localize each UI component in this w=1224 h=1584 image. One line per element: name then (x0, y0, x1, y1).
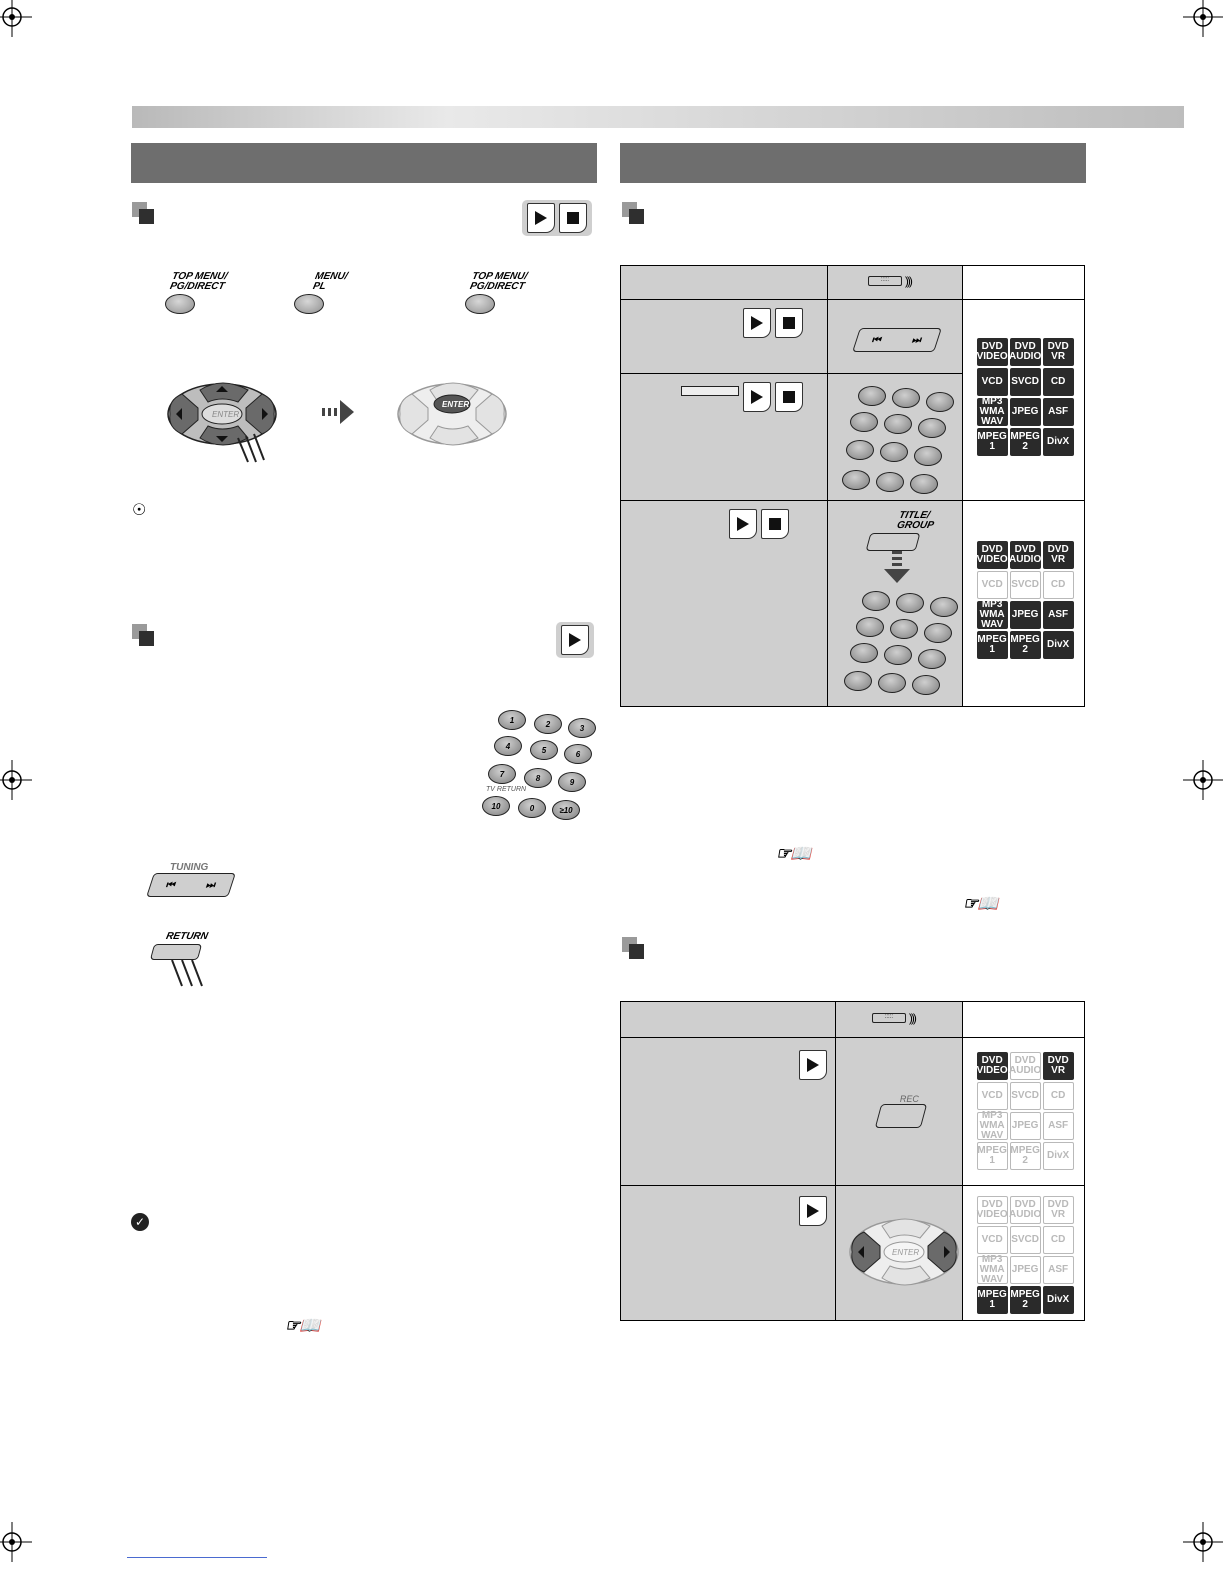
media-badge: MPEG 2 (1010, 1142, 1041, 1170)
page-reference-icon[interactable]: ☞📖 (285, 1316, 320, 1335)
arrow-down-icon (882, 551, 912, 585)
media-badge: MPEG 1 (977, 1142, 1008, 1170)
subsection-bullet-icon-2 (132, 624, 154, 646)
title-group-button[interactable] (865, 533, 920, 551)
numkey-5[interactable] (884, 414, 912, 434)
media-badge: CD (1043, 571, 1074, 599)
subsection-bullet-icon-4 (622, 937, 644, 959)
media-badge: DVD AUDIO (1010, 1052, 1041, 1080)
media-badge: MPEG 2 (1010, 631, 1041, 659)
media-badge: MPEG 2 (1010, 1286, 1041, 1314)
media-badge: MPEG 1 (977, 1286, 1008, 1314)
menu-label: MENU/ PL (311, 271, 349, 292)
media-badges-3 (977, 1052, 1074, 1170)
top-menu-label: TOP MENU/ PG/DIRECT (168, 271, 229, 292)
cursor-pad-icon[interactable] (160, 372, 280, 472)
table1-row1-remote (827, 300, 962, 374)
display-bar-icon (681, 386, 739, 396)
media-badge: VCD (977, 368, 1008, 396)
media-badges (977, 338, 1074, 456)
media-badge: MPEG 2 (1010, 428, 1041, 456)
numkey-9[interactable]: 9 (558, 772, 586, 792)
return-button[interactable] (150, 944, 202, 960)
media-badge: ASF (1043, 1112, 1074, 1140)
table1-row2-remote (827, 374, 962, 501)
numkey-10plus[interactable]: ≥10 (552, 800, 580, 820)
arrow-right-icon (322, 398, 356, 426)
media-badge: DivX (1043, 631, 1074, 659)
media-badge: DivX (1043, 428, 1074, 456)
numkey-3[interactable] (926, 392, 954, 412)
note-check-icon: ✓ (131, 1213, 149, 1231)
table1-row3-method (621, 501, 828, 707)
numkey-7[interactable] (846, 440, 874, 460)
top-menu-button-group (165, 272, 245, 314)
page-reference-icon-3[interactable]: ☞📖 (963, 894, 998, 913)
stop-icon (559, 203, 587, 233)
header-gradient-band (132, 106, 1184, 128)
subsection-bullet-icon (132, 202, 154, 224)
media-badge: SVCD (1010, 1226, 1041, 1254)
registration-mark-bottom-left (0, 1522, 32, 1562)
right-section-title-bar (620, 143, 1086, 183)
numkey-9[interactable] (918, 649, 946, 669)
numkey-5[interactable] (890, 619, 918, 639)
numkey-10plus[interactable] (910, 474, 938, 494)
media-badge: MPEG 1 (977, 631, 1008, 659)
play-icon (527, 203, 555, 233)
skip-method-table (620, 1001, 1085, 1321)
numkey-1[interactable] (862, 591, 890, 611)
numeric-keypad-3 (838, 591, 948, 701)
tuning-button-2[interactable]: ⏮ ⏭ (856, 328, 938, 352)
media-badge: MP3 WMA WAV (977, 601, 1008, 629)
media-badge: VCD (977, 1226, 1008, 1254)
media-badge: ASF (1043, 398, 1074, 426)
media-badge: DVD VR (1043, 338, 1074, 366)
media-badge: ASF (1043, 601, 1074, 629)
search-method-table (620, 265, 1085, 707)
numkey-4[interactable]: 4 (494, 736, 522, 756)
registration-mark-top-right (1183, 0, 1223, 37)
cursor-pad-enter-icon[interactable] (390, 372, 510, 452)
numkey-6[interactable]: 6 (564, 744, 592, 764)
media-badge: JPEG (1010, 1112, 1041, 1140)
media-badge: MP3 WMA WAV (977, 1112, 1008, 1140)
tuning-button-group (150, 862, 232, 897)
registration-mark-mid-left (0, 760, 32, 800)
title-group-button-group (868, 511, 935, 590)
numkey-1[interactable] (858, 386, 886, 406)
media-badge: DivX (1043, 1142, 1074, 1170)
title-group-label: TITLE/ GROUP (895, 510, 935, 531)
numkey-3[interactable] (930, 597, 958, 617)
applicable-media-icons (522, 200, 592, 236)
media-badge: DVD VIDEO (977, 338, 1008, 366)
media-badge: SVCD (1010, 571, 1041, 599)
media-badge: CD (1043, 1082, 1074, 1110)
numkey-10[interactable] (842, 470, 870, 490)
media-badge: DivX (1043, 1286, 1074, 1314)
left-section-title-bar (131, 143, 597, 183)
subsection-bullet-icon-3 (622, 202, 644, 224)
tuning-button[interactable]: ⏮ ⏭ (146, 873, 236, 897)
media-badge: MPEG 1 (977, 428, 1008, 456)
media-badge: DVD VR (1043, 1196, 1074, 1224)
numkey-7[interactable]: 7 (488, 764, 516, 784)
media-badge: CD (1043, 368, 1074, 396)
numkey-3[interactable]: 3 (568, 718, 596, 738)
media-badge: SVCD (1010, 1082, 1041, 1110)
media-badge: DVD VR (1043, 1052, 1074, 1080)
top-menu-label-2: TOP MENU/ PG/DIRECT (468, 271, 529, 292)
media-badge: JPEG (1010, 1256, 1041, 1284)
cursor-pad-left-right-icon[interactable] (842, 1208, 962, 1298)
media-badge: DVD VIDEO (977, 1052, 1008, 1080)
registration-mark-mid-right (1183, 760, 1223, 800)
press-indicator-icon (168, 960, 218, 988)
media-badge: DVD VIDEO (977, 541, 1008, 569)
stop-icon (775, 308, 803, 338)
play-icon (799, 1196, 827, 1226)
media-badges-2 (977, 541, 1074, 659)
table2-header-remote (835, 1002, 962, 1038)
table2-header-method (621, 1002, 836, 1038)
footer-link-underline (127, 1557, 267, 1558)
numkey-5[interactable]: 5 (530, 740, 558, 760)
rec-label: REC (899, 1094, 919, 1104)
media-badge: DVD VR (1043, 541, 1074, 569)
numkey-10[interactable] (844, 671, 872, 691)
top-menu-button-group-2 (465, 272, 545, 314)
table1-media-cell-1 (962, 300, 1084, 501)
tuning-label: TUNING (170, 862, 209, 873)
play-icon (799, 1050, 827, 1080)
media-badge: DVD AUDIO (1010, 541, 1041, 569)
numkey-0[interactable]: 0 (518, 798, 546, 818)
numkey-10plus[interactable] (912, 675, 940, 695)
table2-media-cell-2 (962, 1186, 1084, 1321)
media-badge: JPEG (1010, 601, 1041, 629)
numkey-6[interactable] (924, 623, 952, 643)
numkey-0[interactable] (876, 472, 904, 492)
numkey-4[interactable] (850, 412, 878, 432)
rec-button[interactable] (875, 1104, 927, 1128)
numkey-2[interactable] (896, 593, 924, 613)
menu-button-group (294, 272, 374, 314)
svg-text:ENTER: ENTER (442, 400, 470, 409)
table2-row1-method (621, 1038, 836, 1186)
enter-label: ENTER (212, 410, 240, 419)
return-label: RETURN (164, 931, 209, 942)
numkey-9[interactable] (914, 446, 942, 466)
top-menu-button[interactable] (165, 294, 195, 314)
table2-row2-method (621, 1186, 836, 1321)
numkey-0[interactable] (878, 673, 906, 693)
play-icon (729, 509, 757, 539)
applicable-media-icons-2 (556, 622, 594, 658)
media-badge: JPEG (1010, 398, 1041, 426)
table1-header-remote (827, 266, 962, 300)
tv-return-label: TV RETURN (486, 786, 527, 793)
media-badge: ASF (1043, 1256, 1074, 1284)
table2-media-cell-1 (962, 1038, 1084, 1186)
svg-text:ENTER: ENTER (891, 1248, 919, 1257)
media-badge: DVD AUDIO (1010, 1196, 1041, 1224)
numkey-8[interactable] (880, 442, 908, 462)
numkey-8[interactable] (884, 645, 912, 665)
media-badge: DVD VIDEO (977, 1196, 1008, 1224)
media-badge: MP3 WMA WAV (977, 1256, 1008, 1284)
numkey-8[interactable]: 8 (524, 768, 552, 788)
page-reference-icon-2[interactable]: ☞📖 (776, 844, 811, 863)
media-badge: SVCD (1010, 368, 1041, 396)
numeric-keypad-2 (842, 386, 952, 496)
table1-media-cell-2 (962, 501, 1084, 707)
numkey-10[interactable]: 10 (482, 796, 510, 816)
numkey-4[interactable] (856, 617, 884, 637)
media-badge: MP3 WMA WAV (977, 398, 1008, 426)
media-badge: DVD AUDIO (1010, 338, 1041, 366)
table1-header-media (962, 266, 1084, 300)
play-icon (561, 625, 589, 655)
media-badge: VCD (977, 1082, 1008, 1110)
numeric-keypad (488, 710, 598, 820)
play-icon (743, 308, 771, 338)
table2-header-media (962, 1002, 1084, 1038)
table1-row3-remote (827, 501, 962, 707)
stop-icon (775, 382, 803, 412)
stop-icon (761, 509, 789, 539)
numkey-2[interactable] (892, 388, 920, 408)
return-button-group (152, 932, 222, 990)
media-badge: VCD (977, 571, 1008, 599)
numkey-1[interactable]: 1 (498, 710, 526, 730)
registration-mark-bottom-right (1183, 1522, 1223, 1562)
numkey-6[interactable] (918, 418, 946, 438)
play-icon (743, 382, 771, 412)
numkey-7[interactable] (850, 643, 878, 663)
registration-mark-top-left (0, 0, 32, 37)
menu-button[interactable] (294, 294, 324, 314)
media-badges-4 (977, 1196, 1074, 1314)
rec-button-group (878, 1094, 924, 1128)
table1-row1-method (621, 300, 828, 374)
top-menu-button-2[interactable] (465, 294, 495, 314)
media-badge: CD (1043, 1226, 1074, 1254)
table2-row1-remote (835, 1038, 962, 1186)
remote-control-icon: ::::: ))) (868, 274, 962, 288)
table1-row2-method (621, 374, 828, 501)
numkey-2[interactable]: 2 (534, 714, 562, 734)
table1-header-method (621, 266, 828, 300)
hint-lightbulb-icon: ☉ (132, 502, 147, 519)
remote-control-icon: ::::: ))) (872, 1011, 962, 1025)
table2-row2-remote (835, 1186, 962, 1321)
